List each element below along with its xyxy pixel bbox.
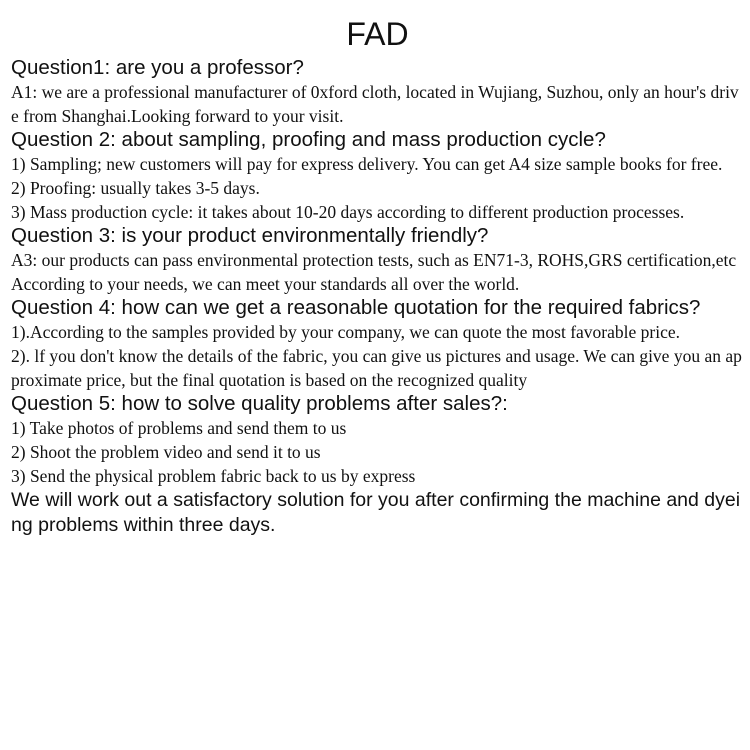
- answer-4-samples: 1).According to the samples provided by your company, we can quote the most favorable price.: [11, 322, 681, 342]
- faq-item-2: [11, 128, 744, 224]
- question-1: Question1: are you a professor?: [11, 56, 304, 79]
- faq-item-5: [11, 392, 744, 488]
- question-3: Question 3: is your product environmentally friendly?: [11, 224, 489, 247]
- page-title: FAD: [346, 16, 409, 52]
- answer-2-mass-production: 3) Mass production cycle: it takes about 10-20 days according to different production processes.: [11, 202, 685, 222]
- answer-5-photos: 1) Take photos of problems and send them to us: [11, 418, 347, 438]
- answer-5-express: 3) Send the physical problem fabric back to us by express: [11, 466, 416, 486]
- answer-5-video: 2) Shoot the problem video and send it to us: [11, 442, 321, 462]
- answer-3: A3: our products can pass environmental protection tests, such as EN71-3, ROHS,GRS certification,etcAccording to your needs, we can meet your standards all over the world.: [11, 250, 737, 294]
- question-5: Question 5: how to solve quality problems after sales?:: [11, 392, 508, 415]
- answer-1: A1: we are a professional manufacturer of 0xford cloth, located in Wujiang, Suzhou, only an hour's drive from Shanghai.Looking forward to your visit.: [11, 82, 739, 126]
- question-4: Question 4: how can we get a reasonable quotation for the required fabrics?: [11, 296, 701, 319]
- answer-2-proofing: 2) Proofing: usually takes 3-5 days.: [11, 178, 260, 198]
- faq-item-3: [11, 224, 744, 296]
- faq-item-1: [11, 56, 744, 128]
- question-2: Question 2: about sampling, proofing and mass production cycle?: [11, 128, 606, 151]
- closing-statement: We will work out a satisfactory solution for you after confirming the machine and dyeing problems within three days.: [11, 489, 741, 536]
- answer-4-pictures: 2). lf you don't know the details of the fabric, you can give us pictures and usage. We can give you an approximate price, but the final quotation is based on the recognized quality: [11, 346, 742, 390]
- answer-2-sampling: 1) Sampling; new customers will pay for express delivery. You can get A4 size sample books for free.: [11, 154, 723, 174]
- faq-item-4: [11, 296, 744, 392]
